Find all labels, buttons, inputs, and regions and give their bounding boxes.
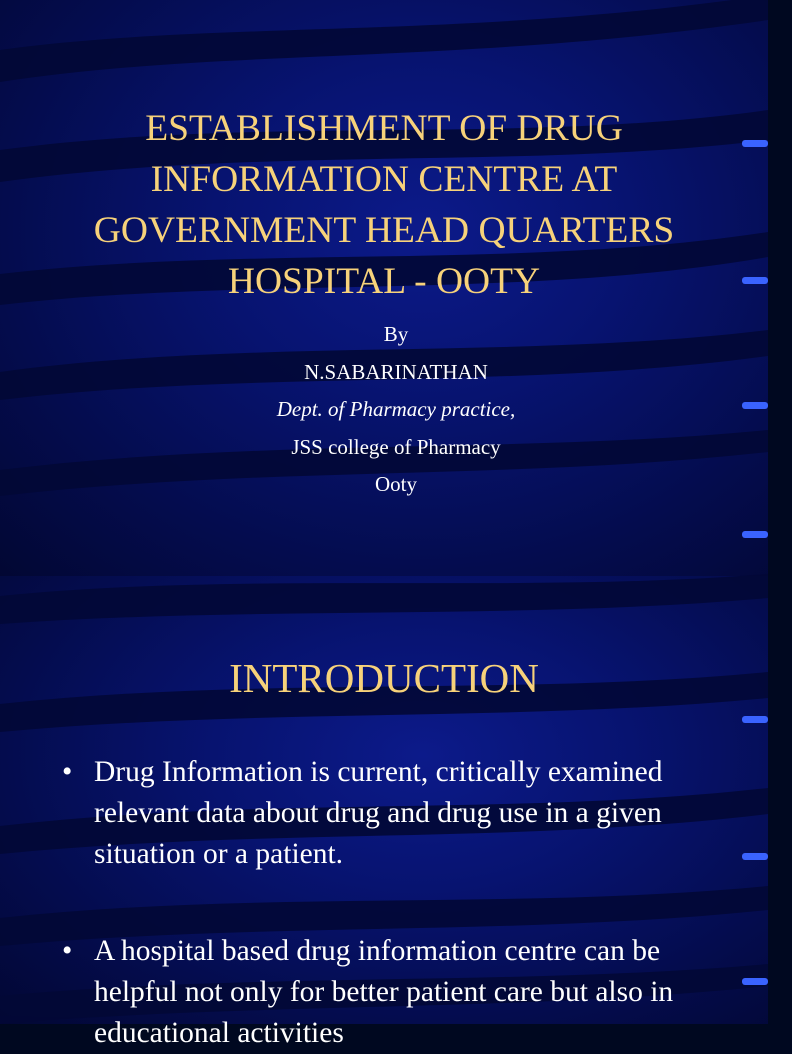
- introduction-slide-content: [0, 576, 768, 1049]
- byline: [0, 319, 792, 507]
- byline-by: By: [383, 322, 409, 346]
- bullet-item: [62, 931, 722, 1054]
- bullet-text: Drug Information is current, critically examined relevant data about drug and drug use in a given situation or a patient.: [94, 756, 663, 870]
- department-name: Dept. of Pharmacy practice,: [276, 397, 516, 421]
- bullet-item: [62, 752, 722, 875]
- introduction-slide: [0, 576, 768, 1049]
- college-name: JSS college of Pharmacy: [291, 434, 501, 459]
- author-name: N.SABARINATHAN: [304, 359, 488, 384]
- bullet-marker: •: [62, 935, 73, 967]
- introduction-heading: INTRODUCTION: [229, 655, 539, 701]
- slide-title: ESTABLISHMENT OF DRUG INFORMATION CENTRE AT GOVERNMENT HEAD QUARTERS HOSPITAL - OOTY: [93, 108, 675, 302]
- place-name: Ooty: [375, 472, 417, 496]
- bullet-text: A hospital based drug information centre can be helpful not only for better patient care but also in educational activities: [94, 935, 674, 1049]
- bullet-marker: •: [62, 756, 73, 788]
